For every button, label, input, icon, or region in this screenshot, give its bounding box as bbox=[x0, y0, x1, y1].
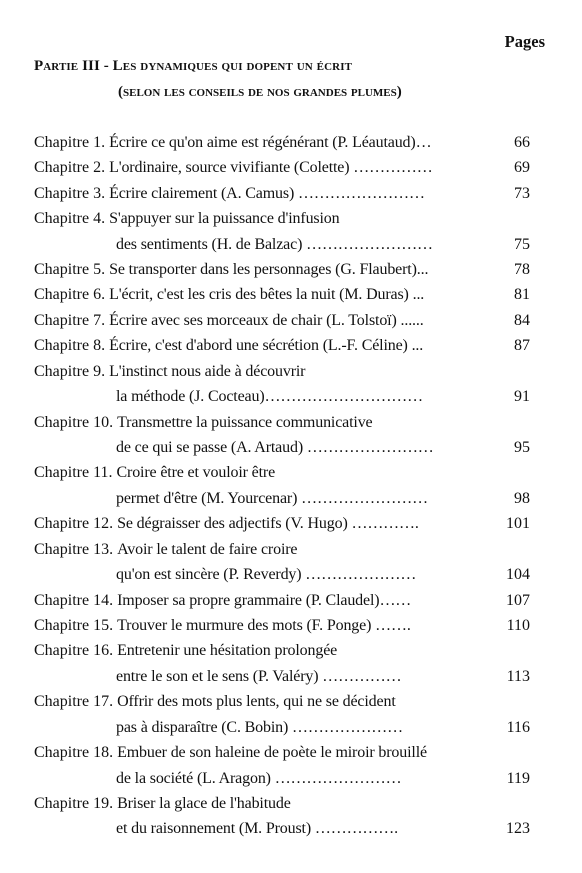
chapter-label: Chapitre 4. bbox=[34, 210, 106, 228]
part-title: Partie III - Les dynamiques qui dopent un écrit bbox=[34, 58, 353, 74]
chapter-label: Chapitre 2. bbox=[34, 159, 106, 177]
toc-entry-line bbox=[0, 511, 582, 536]
toc-entry bbox=[0, 206, 582, 257]
page-number: 81 bbox=[514, 286, 530, 304]
page-number: 98 bbox=[514, 489, 530, 507]
chapter-title: Écrire avec ses morceaux de chair (L. Tolstoï) ...... bbox=[109, 311, 424, 329]
page-number: 73 bbox=[514, 184, 530, 202]
toc-entry-line bbox=[0, 537, 582, 562]
toc-entry bbox=[0, 460, 582, 511]
toc-entry-line bbox=[0, 333, 582, 358]
chapter-title: Écrire ce qu'on aime est régénérant (P. Léautaud)… bbox=[109, 134, 432, 151]
toc-entry bbox=[0, 588, 582, 613]
chapter-label: Chapitre 17. bbox=[34, 693, 114, 711]
pages-column-header: Pages bbox=[504, 32, 545, 51]
chapter-title: Briser la glace de l'habitude bbox=[117, 795, 291, 813]
page-number: 87 bbox=[514, 337, 530, 355]
page-number: 116 bbox=[506, 718, 530, 736]
toc-entry-line bbox=[0, 155, 582, 180]
chapter-title-continued: des sentiments (H. de Balzac) …………………… bbox=[116, 235, 433, 253]
toc-entry bbox=[0, 791, 582, 842]
toc-entry bbox=[0, 613, 582, 638]
toc-entry-line bbox=[0, 638, 582, 663]
toc-entry bbox=[0, 410, 582, 461]
toc-entry-line bbox=[0, 689, 582, 714]
chapter-title-continued: de ce qui se passe (A. Artaud) …………………… bbox=[116, 438, 434, 456]
toc-entry bbox=[0, 181, 582, 206]
page-number: 66 bbox=[514, 134, 530, 151]
toc-entry-line bbox=[0, 486, 582, 512]
toc-entry-line bbox=[0, 232, 582, 258]
chapter-label: Chapitre 15. bbox=[34, 616, 114, 634]
chapter-title: L'instinct nous aide à découvrir bbox=[109, 362, 306, 380]
chapter-label: Chapitre 7. bbox=[34, 311, 106, 329]
chapter-title: Imposer sa propre grammaire (P. Claudel)…… bbox=[117, 591, 412, 609]
page-number: 78 bbox=[514, 261, 530, 279]
toc-entry bbox=[0, 257, 582, 282]
chapter-title: Se transporter dans les personnages (G. Flaubert)... bbox=[109, 261, 429, 279]
chapter-label: Chapitre 12. bbox=[34, 515, 114, 533]
page-number: 104 bbox=[506, 566, 530, 584]
page-number: 110 bbox=[506, 616, 530, 634]
chapter-label: Chapitre 8. bbox=[34, 337, 106, 355]
toc-entry-line bbox=[0, 181, 582, 206]
chapter-title: Se dégraisser des adjectifs (V. Hugo) …………. bbox=[117, 515, 419, 533]
part-subtitle: (selon les conseils de nos grandes plumes) bbox=[118, 84, 402, 100]
page-number: 119 bbox=[506, 769, 530, 787]
chapter-title-continued: entre le son et le sens (P. Valéry) …………… bbox=[116, 667, 402, 685]
toc-entry bbox=[0, 689, 582, 740]
toc-entry bbox=[0, 537, 582, 588]
page-number: 84 bbox=[514, 311, 530, 329]
toc-entry-line bbox=[0, 130, 582, 155]
toc-entry bbox=[0, 130, 582, 155]
page-number: 91 bbox=[514, 388, 530, 406]
chapter-title: Avoir le talent de faire croire bbox=[117, 540, 298, 558]
chapter-title: S'appuyer sur la puissance d'infusion bbox=[109, 210, 340, 228]
chapter-title-continued: de la société (L. Aragon) …………………… bbox=[116, 769, 402, 787]
chapter-title-continued: la méthode (J. Cocteau)………………………… bbox=[116, 388, 423, 406]
toc-entry bbox=[0, 740, 582, 791]
chapter-label: Chapitre 18. bbox=[34, 744, 114, 762]
chapter-title: Transmettre la puissance communicative bbox=[117, 413, 373, 431]
page-number: 95 bbox=[514, 438, 530, 456]
chapter-title: Trouver le murmure des mots (F. Ponge) ……. bbox=[117, 616, 411, 634]
toc-entry bbox=[0, 511, 582, 536]
chapter-label: Chapitre 19. bbox=[34, 795, 114, 813]
chapter-title-continued: qu'on est sincère (P. Reverdy) ………………… bbox=[116, 566, 417, 584]
page-number: 123 bbox=[506, 820, 530, 838]
chapter-label: Chapitre 5. bbox=[34, 261, 106, 279]
toc-entry bbox=[0, 155, 582, 180]
chapter-label: Chapitre 1. bbox=[34, 134, 106, 151]
toc-entry-line bbox=[0, 460, 582, 485]
chapter-label: Chapitre 10. bbox=[34, 413, 114, 431]
chapter-label: Chapitre 3. bbox=[34, 184, 106, 202]
chapter-label: Chapitre 6. bbox=[34, 286, 106, 304]
chapter-title: Embuer de son haleine de poète le miroir brouillé bbox=[117, 744, 427, 762]
page-number: 107 bbox=[506, 591, 530, 609]
toc-entry-line bbox=[0, 410, 582, 435]
chapter-title-continued: et du raisonnement (M. Proust) ……………. bbox=[116, 820, 398, 838]
chapter-title: Écrire clairement (A. Camus) …………………… bbox=[109, 184, 425, 202]
toc-entry bbox=[0, 333, 582, 358]
toc-entry-line bbox=[0, 588, 582, 613]
toc-entry-line bbox=[0, 791, 582, 816]
toc-entry-line bbox=[0, 740, 582, 765]
chapter-title: Écrire, c'est d'abord une sécrétion (L.-F. Céline) ... bbox=[109, 337, 424, 355]
chapter-label: Chapitre 11. bbox=[34, 464, 113, 482]
toc-entry-line bbox=[0, 613, 582, 638]
toc-entry bbox=[0, 638, 582, 689]
toc-entry-line bbox=[0, 435, 582, 461]
chapter-label: Chapitre 16. bbox=[34, 642, 114, 660]
toc-entry-line bbox=[0, 384, 582, 410]
chapter-title-continued: permet d'être (M. Yourcenar) …………………… bbox=[116, 489, 428, 507]
toc-entry-line bbox=[0, 766, 582, 792]
chapter-title: L'ordinaire, source vivifiante (Colette) …………… bbox=[109, 159, 433, 177]
page-number: 69 bbox=[514, 159, 530, 177]
chapter-title: Croire être et vouloir être bbox=[116, 464, 276, 482]
toc-entry-line bbox=[0, 282, 582, 307]
chapter-label: Chapitre 9. bbox=[34, 362, 106, 380]
toc-entry bbox=[0, 308, 582, 333]
chapter-label: Chapitre 14. bbox=[34, 591, 114, 609]
toc-entry-line bbox=[0, 715, 582, 741]
table-of-contents bbox=[0, 130, 582, 842]
toc-entry-line bbox=[0, 562, 582, 588]
toc-entry bbox=[0, 359, 582, 410]
page-number: 101 bbox=[506, 515, 530, 533]
chapter-title: L'écrit, c'est les cris des bêtes la nuit (M. Duras) ... bbox=[109, 286, 425, 304]
toc-entry-line bbox=[0, 257, 582, 282]
toc-entry-line bbox=[0, 664, 582, 690]
toc-entry-line bbox=[0, 308, 582, 333]
chapter-title-continued: pas à disparaître (C. Bobin) ………………… bbox=[116, 718, 403, 736]
toc-entry-line bbox=[0, 359, 582, 384]
toc-entry-line bbox=[0, 206, 582, 231]
toc-entry bbox=[0, 282, 582, 307]
page-number: 75 bbox=[514, 235, 530, 253]
toc-entry-line bbox=[0, 816, 582, 842]
chapter-title: Offrir des mots plus lents, qui ne se décident bbox=[117, 693, 396, 711]
page-number: 113 bbox=[506, 667, 530, 685]
chapter-label: Chapitre 13. bbox=[34, 540, 114, 558]
chapter-title: Entretenir une hésitation prolongée bbox=[117, 642, 338, 660]
